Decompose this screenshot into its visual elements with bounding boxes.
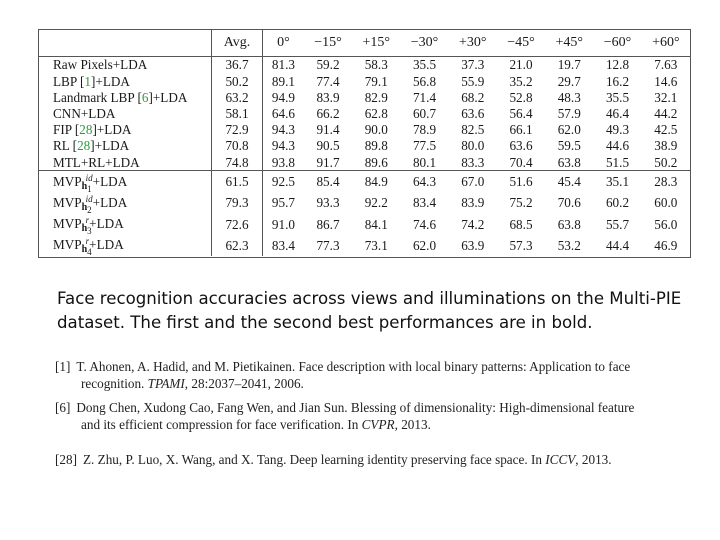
accuracy-value: 60.2 <box>605 195 630 211</box>
accuracy-value: 80.1 <box>412 154 437 170</box>
accuracy-value: 71.4 <box>412 89 437 105</box>
accuracy-value: 51.5 <box>605 154 630 170</box>
accuracy-value: 52.8 <box>509 89 533 105</box>
accuracy-value: 66.2 <box>316 106 340 122</box>
accuracy-value: 29.7 <box>557 73 581 89</box>
avg-value: 58.1 <box>212 106 263 122</box>
accuracy-value: 46.9 <box>654 237 678 253</box>
accuracy-value: 77.5 <box>412 138 437 154</box>
accuracy-value: 62.0 <box>557 122 581 138</box>
avg-value: 70.8 <box>212 138 263 154</box>
reference-item <box>55 400 695 433</box>
accuracy-value: 85.4 <box>304 171 352 193</box>
reference-tag: [28] <box>55 452 77 467</box>
accuracy-value: 62.0 <box>412 237 437 253</box>
method-name: $MVP_{h4}^r+LDA$ <box>39 235 212 256</box>
reference-text-part: , 2013. <box>575 452 612 467</box>
accuracy-value: 63.8 <box>557 154 581 170</box>
accuracy-value: 81.3 <box>271 57 295 73</box>
table-row <box>39 57 690 74</box>
accuracy-value: 94.3 <box>271 122 295 138</box>
accuracy-value: 59.5 <box>557 138 581 154</box>
results-table-frame <box>38 29 691 258</box>
method-name: Landmark LBP [6]+LDA <box>39 89 212 105</box>
accuracy-value: 83.9 <box>316 89 340 105</box>
citation-link[interactable]: 28 <box>79 122 93 138</box>
accuracy-value: 70.6 <box>557 195 581 211</box>
reference-tag: [6] <box>55 400 71 415</box>
accuracy-value: 89.1 <box>271 73 295 89</box>
reference-text: Dong Chen, Xudong Cao, Fang Wen, and Jian Sun. Blessing of dimensionality: High-dimensional feature <box>76 400 635 415</box>
results-table <box>39 30 690 256</box>
accuracy-value: 57.3 <box>509 237 533 253</box>
accuracy-value: 64.3 <box>400 171 448 193</box>
citation-link[interactable]: 28 <box>77 138 91 154</box>
header-angle: +60° <box>642 30 690 57</box>
accuracy-value: 53.2 <box>557 237 581 253</box>
reference-item <box>55 359 695 392</box>
avg-value: 72.9 <box>212 122 263 138</box>
header-avg: Avg. <box>212 30 263 57</box>
accuracy-value: 35.2 <box>509 73 533 89</box>
accuracy-value: 37.3 <box>461 57 485 73</box>
table-header <box>39 30 690 57</box>
accuracy-value: 56.8 <box>412 73 437 89</box>
avg-value: 72.6 <box>212 214 263 235</box>
accuracy-value: 35.1 <box>593 171 641 193</box>
accuracy-value: 44.4 <box>605 237 630 253</box>
table-row <box>39 235 690 256</box>
accuracy-value: 84.9 <box>352 171 400 193</box>
accuracy-value: 56.0 <box>654 216 678 232</box>
reference-text: Z. Zhu, P. Luo, X. Wang, and X. Tang. Deep learning identity preserving face space. In <box>82 452 546 467</box>
reference-venue: TPAMI <box>147 375 185 391</box>
table-row <box>39 193 690 214</box>
accuracy-value: 60.0 <box>654 195 678 211</box>
accuracy-value: 32.1 <box>654 89 678 105</box>
reference-item <box>55 452 695 469</box>
accuracy-value: 51.6 <box>497 171 545 193</box>
accuracy-value: 66.1 <box>509 122 533 138</box>
accuracy-value: 89.6 <box>364 154 388 170</box>
reference-text-part: and its efficient compression for face verification. In <box>81 416 362 432</box>
accuracy-value: 91.4 <box>316 122 340 138</box>
accuracy-value: 75.2 <box>509 195 533 211</box>
table-row <box>39 73 690 89</box>
method-name: $MVP_{h2}^{id}+LDA$ <box>39 193 212 214</box>
reference-venue: ICCV <box>545 452 576 467</box>
accuracy-value: 83.4 <box>271 237 295 253</box>
accuracy-value: 55.9 <box>461 73 485 89</box>
caption-line: dataset. The first and the second best performances are in bold. <box>57 313 593 332</box>
avg-value: 62.3 <box>212 235 263 256</box>
accuracy-value: 83.3 <box>461 154 485 170</box>
header-angle: −45° <box>497 30 545 57</box>
accuracy-value: 86.7 <box>316 216 340 232</box>
accuracy-value: 62.8 <box>364 106 388 122</box>
accuracy-value: 19.7 <box>557 57 581 73</box>
accuracy-value: 35.5 <box>605 89 630 105</box>
accuracy-value: 73.1 <box>364 237 388 253</box>
accuracy-value: 56.4 <box>509 106 533 122</box>
table-row <box>39 106 690 122</box>
accuracy-value: 67.0 <box>449 171 497 193</box>
accuracy-value: 93.8 <box>271 154 295 170</box>
accuracy-value: 91.7 <box>316 154 340 170</box>
accuracy-value: 16.2 <box>605 73 630 89</box>
citation-link[interactable]: 1 <box>84 73 91 89</box>
accuracy-value: 44.2 <box>654 106 678 122</box>
accuracy-value: 74.2 <box>461 216 485 232</box>
accuracy-value: 78.9 <box>412 122 437 138</box>
method-name: RL [28]+LDA <box>39 138 212 154</box>
method-name: LBP [1]+LDA <box>39 73 212 89</box>
method-name: Raw Pixels+LDA <box>39 57 212 74</box>
header-angle: +30° <box>449 30 497 57</box>
accuracy-value: 63.9 <box>461 237 485 253</box>
table-row <box>39 138 690 154</box>
accuracy-value: 57.9 <box>557 106 581 122</box>
reference-text-continued <box>55 417 695 434</box>
accuracy-value: 83.4 <box>412 195 437 211</box>
accuracy-value: 94.3 <box>271 138 295 154</box>
accuracy-value: 74.6 <box>412 216 437 232</box>
reference-venue: CVPR <box>361 416 395 432</box>
avg-value: 36.7 <box>212 57 263 74</box>
avg-value: 50.2 <box>212 73 263 89</box>
reference-text-continued <box>55 376 695 393</box>
accuracy-value: 94.9 <box>271 89 295 105</box>
accuracy-value: 49.3 <box>605 122 630 138</box>
method-name: $MVP_{h3}^r+LDA$ <box>39 214 212 235</box>
accuracy-value: 70.4 <box>509 154 533 170</box>
method-name: FIP [28]+LDA <box>39 122 212 138</box>
accuracy-value: 44.6 <box>605 138 630 154</box>
mvp-rows <box>39 171 690 256</box>
accuracy-value: 28.3 <box>642 171 690 193</box>
accuracy-value: 55.7 <box>605 216 630 232</box>
table-caption <box>57 287 697 335</box>
header-angle: +15° <box>352 30 400 57</box>
accuracy-value: 83.9 <box>461 195 485 211</box>
accuracy-value: 12.8 <box>605 57 630 73</box>
accuracy-value: 79.1 <box>364 73 388 89</box>
accuracy-value: 45.4 <box>545 171 593 193</box>
accuracy-value: 7.63 <box>654 57 678 73</box>
accuracy-value: 91.0 <box>271 216 295 232</box>
method-name: MTL+RL+LDA <box>39 154 212 171</box>
accuracy-value: 80.0 <box>461 138 485 154</box>
accuracy-value: 35.5 <box>412 57 437 73</box>
accuracy-value: 64.6 <box>271 106 295 122</box>
accuracy-value: 58.3 <box>364 57 388 73</box>
accuracy-value: 82.9 <box>364 89 388 105</box>
citation-link[interactable]: 6 <box>141 89 149 105</box>
accuracy-value: 68.2 <box>461 89 485 105</box>
header-row <box>39 30 690 57</box>
accuracy-value: 93.3 <box>316 195 340 211</box>
accuracy-value: 63.6 <box>509 138 533 154</box>
accuracy-value: 38.9 <box>654 138 678 154</box>
accuracy-value: 46.4 <box>605 106 630 122</box>
accuracy-value: 63.8 <box>557 216 581 232</box>
header-angle: 0° <box>263 30 304 57</box>
baseline-rows <box>39 57 690 171</box>
reference-text-part: , 2013. <box>394 416 431 432</box>
avg-value: 61.5 <box>212 171 263 193</box>
accuracy-value: 59.2 <box>316 57 340 73</box>
reference-tag: [1] <box>55 359 71 374</box>
accuracy-value: 21.0 <box>509 57 533 73</box>
table-row <box>39 171 690 193</box>
accuracy-value: 63.6 <box>461 106 485 122</box>
accuracy-value: 77.3 <box>316 237 340 253</box>
accuracy-value: 95.7 <box>271 195 295 211</box>
reference-text-part: , 28:2037–2041, 2006. <box>184 375 304 391</box>
avg-value: 79.3 <box>212 193 263 214</box>
accuracy-value: 92.5 <box>263 171 304 193</box>
header-angle: −60° <box>593 30 641 57</box>
accuracy-value: 60.7 <box>412 106 437 122</box>
accuracy-value: 90.0 <box>364 122 388 138</box>
accuracy-value: 14.6 <box>654 73 678 89</box>
method-name: $MVP_{h1}^{id}+LDA$ <box>39 171 212 193</box>
table-row <box>39 89 690 105</box>
accuracy-value: 48.3 <box>557 89 581 105</box>
reference-text-part: recognition. <box>81 375 148 391</box>
avg-value: 74.8 <box>212 154 263 171</box>
accuracy-value: 50.2 <box>654 154 678 170</box>
accuracy-value: 90.5 <box>316 138 340 154</box>
header-angle: −15° <box>304 30 352 57</box>
accuracy-value: 68.5 <box>509 216 533 232</box>
accuracy-value: 82.5 <box>461 122 485 138</box>
accuracy-value: 89.8 <box>364 138 388 154</box>
table-row <box>39 122 690 138</box>
accuracy-value: 77.4 <box>316 73 340 89</box>
header-angle: −30° <box>400 30 448 57</box>
header-method <box>39 30 212 57</box>
table-row <box>39 214 690 235</box>
avg-value: 63.2 <box>212 89 263 105</box>
reference-text: T. Ahonen, A. Hadid, and M. Pietikainen. Face description with local binary patterns: Application to face <box>76 359 631 374</box>
table-row <box>39 154 690 171</box>
caption-line: Face recognition accuracies across views and illuminations on the Multi-PIE <box>57 289 682 308</box>
accuracy-value: 84.1 <box>364 216 388 232</box>
accuracy-value: 42.5 <box>654 122 678 138</box>
method-name: CNN+LDA <box>39 106 212 122</box>
accuracy-value: 92.2 <box>364 195 388 211</box>
header-angle: +45° <box>545 30 593 57</box>
